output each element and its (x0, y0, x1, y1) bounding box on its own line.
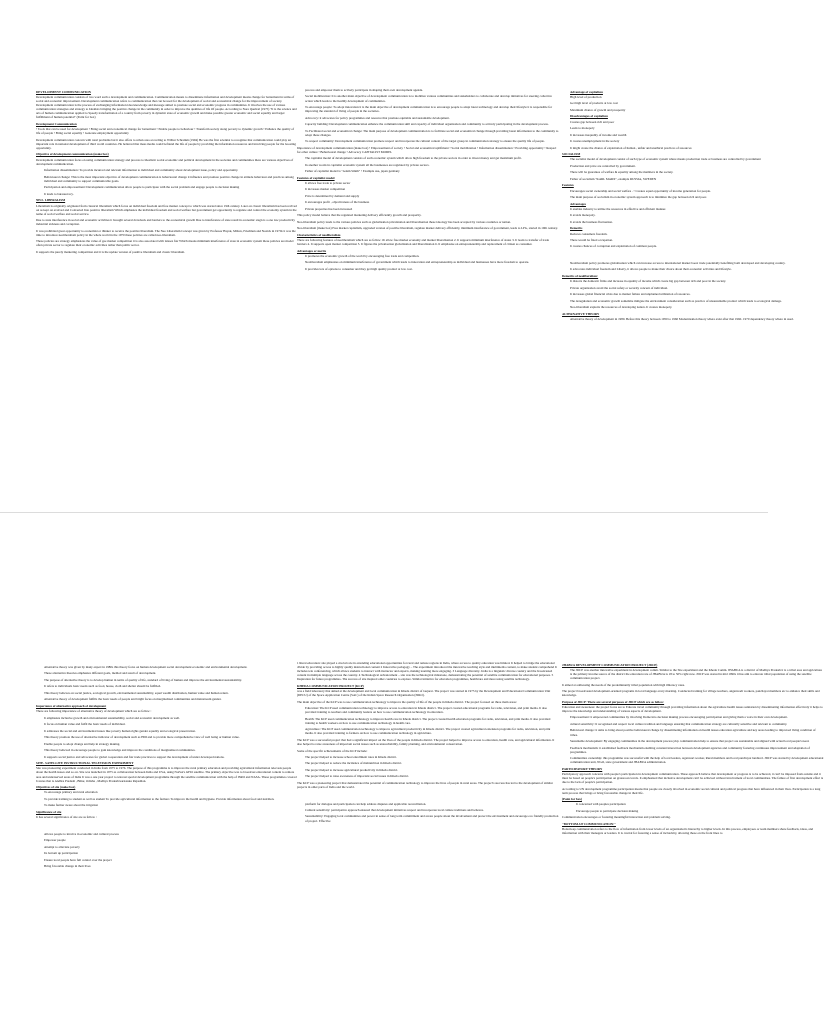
document-page-2 (0, 512, 824, 1025)
paragraph: To Facilitated social and economical change: The main purpose of development communication is to facilitate social and economical change through providing latest information to the community to adopt these changes. (305, 128, 559, 137)
paragraph: Communities ownership: this programme was successful with the help of local leaders, Aganwari worker, Rural members and local panchayat landlord. JDCP was started by development educational communication unit, NGO, state government and JHABUA administration. (570, 756, 824, 765)
paragraph: It encourages profit , objectiveness of the business (305, 200, 370, 205)
paragraph: According to UN development programme participation means that people are closely involved in economic social cultural and political progress that have influenced in their lives. Participation is a long term process that brings or bring favourable change in their life. (562, 786, 821, 795)
paragraph: Neo-liberalism policy leads to the various policies such as globalisation privatization and liberalisation these ideology has been accepted by various countries or nation. (297, 219, 511, 224)
paragraph: Neoliberalism emphasizes on minimum interference of government which leads to innovation and entrepreneurship as individual and businesses have more freedom to operate. (305, 260, 530, 265)
section-heading: KHEDA COMMUNICATION PROJECT (KCP) (297, 683, 364, 688)
paragraph: Empowerment: it empowered communities by involving Dome into decision making process encouraging participation and giving them a voice in their own development. (570, 715, 788, 720)
paragraph: The project helped to increase agricultural productivity in Kheda district. (305, 767, 399, 772)
paragraph: It promotes the economic growth of the world by encouraging free trade and competition. (305, 254, 420, 258)
document-page-1 (0, 0, 794, 512)
paragraph: It refers to individuals basic needs such as food, house, cloth and shelter should be fulfilled. (44, 684, 162, 689)
paragraph: It aimed at addressing the needs of the predominantly tribal population with high illiteracy rates. (562, 682, 685, 687)
paragraph: To provide training to student as well as student To provide agricultural information to the farmers To improve the health and hygiene. Provide information about food and nutrition. (44, 796, 275, 801)
paragraph: This theory believed in encourage people to gain knowledge and improve the conditions of marginalized communities. (44, 748, 196, 753)
paragraph: The JDCP was another innovative experiment in development comm. Similar to the Site experiment and the Kheda Comm. JHABUA is a district of Madhya Pradesh it is a tribal area and agriculture is the primary income source of the district the education rate of JHABUA is 18 to 50% right now. JDCP was started in mid 1990s it has aim to educate tribal population of using the satellite communication project. (570, 667, 823, 681)
paragraph: It avoids monopoly. (570, 213, 596, 218)
paragraph: Father of capitalist model is "Adam Smith" • Example usa, japan germany (305, 169, 400, 174)
paragraph: The KCP was a successful project that had a significant impact on the lives of the people in Kheda district. The project helped to improve access to education, health care, and agricultural information. It also helped to raise awareness of important social issues such as untouchability, family planning, and environmental conservation. (297, 737, 555, 747)
paragraph: process and empower them to actively participate in shaping their own development agenda. (305, 88, 423, 92)
page-1-column-2 (297, 88, 559, 512)
paragraph: It increases inequality of income and wealth (570, 132, 627, 137)
paragraph: Due to state interference in social and economic activities it brought several drawback and barriers to the economical growth Due to interference of state result in economic stagn is a one low productivity industrial sickness and corruption. (36, 218, 295, 227)
paragraph: Private properties has been increased (305, 206, 353, 211)
section-heading: ALTERNATIVE THEORY (562, 311, 600, 316)
paragraph: It avoids the business fluctuation. (570, 219, 613, 224)
section-heading: JHABUA DEVELOPMENT COMMUNICATION PROJECT (JDCP) (562, 662, 658, 667)
paragraph: It supports social justice and advocates for global cooperation and fair trade practices to support the development of under developed nations. (44, 754, 225, 759)
paragraph: Attempt to alleviate poverty (44, 844, 80, 849)
paragraph: Get high level of products at low cost (570, 101, 618, 106)
section-heading: Features of capitalist model (297, 175, 335, 180)
paragraph: Bottom-up communication refers to the flow of information from lower levels of an organization's hierarchy to higher levels. In this process, employees or team members share feedback, ideas, and information with their managers or leaders. It is crucial for fostering a sense of inclusivity, allowing those on the front lines to (562, 827, 814, 836)
paragraph: To make farmer aware about the irrigation (44, 803, 98, 808)
paragraph: Site was pioneering experiment conducted in India from 1975 to 1976. The purpose of this programme is to improve the rural primary education and providing agricultural information telecasts people about the health issues and so on. Site was launched in 1975 as collaboration between India and USA, using NASA's ATS6 satellite. The primary objective was to broadcast educational content to remote area and underserved areas of India It was a one year project to telecast special development programme through the satellite communication with the help of ISRO and NASA. These programmes covered 6 states that is Andhra Pradesh , Bihar, Odisha , Madhya Pradesh karnataka Rajasthan. (36, 766, 297, 783)
paragraph: There would be fixed occupation. (570, 238, 613, 242)
section-heading: Significance of site (36, 809, 62, 814)
paragraph: Participation and empowerment: Development communication allow people to participate with the social problem and engage people to decision making (44, 185, 240, 190)
paragraph: To respect community: Development communication promote respect and incorporate the cultural context of the target group in communication strategy to ensure the quality life of people. (305, 139, 545, 144)
paragraph: Education: The KCP used communication technology to improve access to education in Kheda district. The project created educational programs for radio, television, and print media. It also provided training to teachers and community leaders on how to use communication technology in education. (305, 706, 548, 715)
paragraph: The KCP was a pioneering project that demonstrated the potential of communication technology to improve the lives of people in rural areas. The project's success has led to the development of similar projects in other parts of India and the world. (297, 780, 553, 790)
paragraph: This theory believes on social justice, ecological growth, environmental sustainability, equal wealth distribution, human value and human return. (44, 690, 229, 695)
paragraph: Its bottom up participation (44, 851, 78, 856)
paragraph: Agriculture: The KCP used communication technology to improve agricultural productivity in Kheda district. The project created agricultural extension programs for radio, television, and print media. It also provided training to farmers on how to use communication technology in agriculture. (305, 727, 551, 736)
paragraph: It advocates individual freedom and Liberty, it allows people to make their choice about their economic activities and lifestyle. (570, 267, 732, 272)
section-heading: NEO- LIBERALISM (36, 198, 66, 203)
paragraph: Leads to monopoly (570, 126, 595, 131)
paragraph: Education and awareness: the project focus are to Educate travel community through providing information about the agriculture health issues sanitation by disseminating information effectively it helps to improve the knowledge and understanding of various aspects of development. (562, 704, 823, 713)
paragraph: Alternative theory of development in 1980. Before this theory between 1950 to 1960 Modernisation theory where exist after that 1960- 1970 dependency theory where in used. (570, 316, 794, 321)
section-heading: "BOTTOM-UP COMMUNICATION:" (562, 821, 616, 826)
section-heading: (Point for box) (562, 797, 582, 802)
paragraph: Behavioral change: it aims to bring about positive behavioural change by disseminating information on health issues education agriculture and key areas leading to improved living condition of tribes. (570, 728, 816, 737)
paragraph: The deregulation and economic growth sometime mitigate the environment consideration such as practice of unsustainable product which leads to ecological damage. (570, 298, 782, 303)
paragraph: Cultural sensitivity: participative approach ensured that development initiatives respect and incorporate local culture traditions and believes. (305, 808, 484, 812)
paragraph: Price is determined by demand and supply (305, 193, 360, 198)
paragraph: Information dissemination: To provide incurred and relevant information to individual and community about development issue, policy and opportunity. (44, 168, 239, 173)
section-heading: Advantages (570, 201, 586, 206)
paragraph: It increases market competition (305, 187, 346, 192)
paragraph: Capacity building: Development communication enhance the communication skill and capacity of individual organisation and community to actively participating in the development process. (305, 122, 549, 127)
paragraph: It provides lots of options to consumer and they get high quality product at low cost. (305, 266, 413, 271)
paragraph: Liberalism is originally originated from classical liberalism which focus on individual freedom and free market concept to which was started since 19th century. Later on classic liberalism has been revived on as kept on evolved and Converted Into positive liberalism Which emphasize the individual freedom and social welfare but government get opportunity to regulate and control the economy system in the name of social welfare and social service. (36, 203, 297, 216)
section-heading: Advantages or merits (297, 248, 327, 253)
paragraph: It distorts the domestic firms and increase in equality of income which create big gap between rich and poor in the society. (570, 279, 727, 284)
paragraph: The project helped to increase school enrollment rates in Kheda district. (305, 755, 397, 759)
paragraph: The purpose of alternative theory is to develop human in terms of quality of life, standard of living of human and improve the environmental sustainability. (44, 677, 242, 682)
page-2-column-2 (297, 661, 559, 1025)
paragraph: To encourage primary and rural education (44, 790, 98, 795)
paragraph: Private organisation avoid the social safety or security concern of individual. (570, 285, 668, 290)
section-heading: Objectives of site (make box) (36, 785, 76, 790)
paragraph: It has several significance of site are as follow : (36, 815, 97, 820)
paragraph: There are following importance of alternative theory of development which are as follow : (36, 709, 152, 714)
paragraph: Advocacy: it advocates for policy programmes and resource that promote equitable and sustainable development. (305, 115, 450, 120)
paragraph: The main purpose of socialism in economic system approach is to minimize the gap between rich and poor. (570, 195, 707, 200)
section-gap (297, 792, 559, 802)
paragraph: Health: The KCP used communication technology to improve health care in Kheda district. The project created health education programs for radio, television, and print media. It also provided training to health workers on how to use communication technology in health care. (305, 716, 551, 725)
paragraph: Communication encourages or fostering meaningful interaction and problem solving. (562, 815, 671, 820)
paragraph: It creates chances of corruption and exploitation of common people. (570, 244, 657, 249)
paragraph: It leads to bureaucracy. (44, 191, 74, 196)
paragraph: Alternative theory was given by many expert in 1980s this theory focus on human development social development economic and environmental development. (44, 665, 248, 669)
section-heading: Development Communication (36, 121, 77, 126)
paragraph: It might create the chance of exploitation of human , unfair and unethical practices of resources (570, 145, 692, 150)
paragraph: Father of socialism "KARL MARX", example RUSSIA, SWEDEN (570, 176, 657, 181)
paragraph: Participatory approach concerns with people's participation in development communication. These approach believe that development or progress is to be achieved, it can't be imposed from outside and it must be based on people's participation on grassroots levels. It emphasized that inclusive development can't be achieved without involvement of local communities. The failure of first development effort is due to the lack of people's participation. (562, 771, 824, 785)
paragraph: It addresses the social and environmental issues like poverty human rights gender equality and ecological preservation. (44, 728, 196, 733)
paragraph: It supports the purely marketing competition and it is the update version of positive liberalism and classic liberalism. (36, 249, 185, 254)
section-heading: Demerits (570, 226, 583, 231)
paragraph: It creates unemployment in the society (570, 139, 620, 144)
section-heading: SOCIALISM (562, 152, 581, 157)
paragraph: It was prohibited great opportunity to economist or thinker to receive the positive liberalism. The Neo Liberalism Concept was given by Professor Hayek, Milton, Friedman and Nozick in 1970s it was the time to introduce neoliberalism policy in the whole world in the 1970 these policies are called neo-liberalism. (36, 228, 296, 237)
paragraph: Some of the specific achievements of the KCP include: (297, 748, 368, 753)
section-heading: SITE- SATELLITE INSTRUCTIONAL TELEVISION EXPERIMENT (36, 761, 134, 766)
paragraph: Empower people (44, 838, 66, 843)
paragraph: It emphasize inclusive growth and environmental sustainability, social and economic development as well. (44, 715, 180, 720)
paragraph: The project helped to reduce the incidence of malnutrition in Kheda district. (305, 761, 403, 766)
paragraph: Bring favorable change in their lives (44, 864, 91, 869)
paragraph: Development communication consists of two word such a development and communication. Communication means to disseminate information and development means change for betterment in terms of social and economic improvement. Development communication refers to communication that can be used for the development of social and economical change for the improvement of society. Development communication is the process of exchanging information idea knowledge and message aimed to promote social and economic progress in communities. It involves the use of various communication strategies and strategy to Idealists bringing the positive change in the community in order to improve the qualities of life Of people. According to Nora Quebral (1975) "It is the science and arts of human communication applied to Speedy transformation of a country from poverty in dynamic state of economic growth and make possible greater economic and social equality and larger fulfillment of human potential" (Point for box) (36, 94, 297, 120)
section-heading: PARTICIPATORY THEORY (562, 766, 603, 771)
paragraph: Behavioural change: This is the most important objective of development communication is behavioural change it influence and promote positive change in attitude behaviour and practices among individual and community to support communicable goals. (44, 174, 294, 183)
paragraph: Ensure local people have full control over the project (44, 857, 112, 862)
section-heading: Advantage of capitalism (570, 89, 603, 94)
paragraph: High level of production (570, 94, 602, 99)
paragraph: There will be guarantee of welfare & equality among the members in the society. (570, 170, 674, 175)
paragraph: Feedback mechanism: it established feedback mechanism enabling constant interaction between development agencies and community fostering continuous improvement and adaptation of programmes. (570, 745, 810, 754)
section-gap (36, 822, 298, 832)
paragraph: cultural sensitivity: It recognised and respect local culture tradition and language ensuring that communication strategy are culturally sensitive and relevant to community. (570, 721, 788, 726)
paragraph: Neo-liberalism exploits the resources of developing nation. It creates monopoly. (570, 305, 673, 310)
paragraph: Neoliberalism policy promotes globalisation which can increase access to international market boost trade potentially benefiting both developed and developing country. (570, 260, 786, 265)
paragraph: Social mobilization: It is another main objective of development communication is to mobilize various communities and stakeholders to collaborate and develop initiatives for steering collective action which leads to the healthy development of communities. (305, 94, 552, 103)
section-heading: Disadvantages of capitalism (570, 114, 608, 119)
paragraph: Development communication concern with rural problems but it also offers to urban area according to Wilbur Schramm (1994) He was the first scientist to recognize that communication could play an important role in national development of third world countries. He believed that mass media could befriend the life of people by providing the information resources and involving people for the boosting opportunity. (36, 137, 296, 150)
paragraph: The main objective of the KCP was to use communication technology to improve the quality of life of the people in Kheda district. The project focused on three main areas: (297, 699, 517, 704)
paragraph: The socialist model of development consist of such type of economic system where means production trade or business are controlled by government (570, 157, 761, 162)
paragraph: • Tools that can be used for development • Bring social and economical change for betterment • Enable people to behaviour • Transform society along poverty to dynamic growth • Enhance the quality of life of people • Bring social equality • Generate employment opportunity (36, 127, 295, 136)
section-heading: Characteristics of neoliberalism (297, 232, 341, 237)
paragraph: was a field laboratory that aimed at the development and local communication in Kheda district of Gujarat. The project was started in 1975 by the Development and Educational Communication Unit (DECU) of the Space Application Centre (SAC) of the Indian Space Research Organisation (ISRO). (297, 689, 551, 698)
paragraph: This theory promote the use of alternative indicator of development such as HDI and to provide more comprehensive view of well being or human value. (44, 735, 240, 740)
paragraph: To encourage people: To adopt innovation it is the main objective of development communication is to encourage people to adapt latest technology and develop their lifestyle it is responsible for improving the standard of living of people in the societies. (305, 105, 553, 114)
page-2-column-3 (562, 661, 824, 1025)
paragraph: Encourages social ownership and social welfare . • Creates equal opportunity of income generation for people. (570, 188, 711, 193)
paragraph: platform for dialogue and participation can help address disputes and applicable reconciliation. (305, 801, 427, 806)
paragraph: It focus on human value and fulfil the basic needs of individual. (44, 722, 126, 727)
section-heading: Objective of development communication (make box) (36, 152, 109, 157)
paragraph: Alternative theory of development fulfills the basic needs of people and bright focus on marginalized communities and mainstream gender. (44, 697, 222, 702)
paragraph: This policy model believe that the regulated marketing delivery efficiently growth and prosperity. (297, 213, 422, 218)
paragraph: There are following features of neoliberalism which are as follow 1It allow free market economy and market liberalisation 2. It supports minimum interference of states 3. It leads to transfer of trade barriers 4. It supports open market competition 5. It figures the privatisation globalization and liberalization 6. It emphasise on entrepreneurship and replacement of citizen as consumer. (297, 238, 549, 247)
paragraph: It enables industry to utilize the resources in effective and efficient manner. (570, 206, 667, 211)
page-1-column-1 (36, 88, 298, 512)
paragraph: It increases global financial crisis due to market failure and unplanned utilization of resources. (570, 292, 691, 297)
paragraph: These alternative theories emphasize different goals, method and result of development. (44, 671, 157, 676)
paragraph: It allows free trade to private sector (305, 180, 351, 185)
paragraph: Production and price are controlled by government. (570, 163, 636, 168)
section-heading: Features (562, 183, 574, 188)
paragraph: Creates gap between rich and poor (570, 119, 615, 124)
paragraph: 1 Rural education: site played a crucial role in extending educational opportunities for rural and remote regions in India, where access to quality education was limited. It helped to bridge the educational divide by providing access to highly quality instructional content 2 Innovative pedagogy – The experiment introduced the innovative teaching style and multimedia content, to make student comprehend It includes tele conferencing, which allows students to interact with instructor and experts, making learning more engaging. 3 Language diversity- India is a linguistic diverse country and the broadcasted content in multiple language across the country. 4 Technological Advancement – site was the technological milestone, demonstrating the potential of satellite communication for educational purposes. 5 Inspiration for future programmes- The success of site inspired other countries to explore. Similar initiative for education programmes, healthcare and more using satellite technology. (297, 661, 557, 682)
section-gap (562, 251, 824, 261)
paragraph: Reduces consumers freedom. (570, 231, 608, 236)
paragraph: In another words in capitalist economic system all the businesses are regulated by private sectors. (305, 162, 430, 167)
paragraph: Encourage people to participate decision making (576, 808, 639, 813)
paragraph: Sustainability: Engaging local communities and power in sense of long term commitment and aware people about the involvement and protect the environment and encourage eco friendly production of project. Effective (305, 814, 559, 823)
section-heading: Importance of alternative approach of development (36, 703, 107, 708)
paragraph: Development communication focus on using communication strategy and process to Idealistic social economic and political development in the societies and communities there are various objectives of development communication. (36, 157, 294, 166)
paragraph: The project helped to raise awareness of important social issues in Kheda district. (305, 774, 410, 779)
paragraph: Sustainable development: By engaging communities in the development process jdcp communication help to ensure that project are sustainable and aligned with actual local people's need. (570, 739, 810, 744)
section-heading: Purpose of JDCP: There are several purposes of JDCP which are as follow: (562, 699, 665, 704)
paragraph: Enable people to adopt change and help in strategy making. (44, 741, 121, 746)
page-2-column-1 (36, 665, 298, 1029)
paragraph: It concerned with peoples participation (576, 802, 626, 807)
paragraph: The capitalist model of development consists of such economic system which allow high freedom to the private sectors in order to invest money and get maximum profit. (305, 156, 522, 161)
page-1-column-3 (562, 88, 824, 512)
paragraph: Importance of development communication (make box) • Empowerment of society • Social and economical upliftment • Social mobilization • Information dissemination • Providing opportunity • Respect for other culture • Behavioural change • Advocacy CAPITALIST MODEL (297, 145, 557, 154)
paragraph: Neo-liberalism (make box) Free market capitalism, upgraded version of positive liberalism, regulate market delivery efficiently, minimum interference of government, leads to LPG, started in 19th century. (297, 226, 558, 231)
paragraph: These policies are strategy emphasizes the value of gee market competition it is also associated with laissez fair Which means minimum interference of state in economic system these policies are model often private sector to regulate their economic activities rather than public sector. (36, 239, 294, 248)
section-heading: Demerits of neoliberalism: (562, 273, 599, 278)
paragraph: Allows people to involve in economic and cultural process (44, 831, 119, 836)
paragraph: Maximum chance of growth and prosperity (570, 107, 626, 112)
paragraph: The project broadcasted development-oriented programs in local language every morning. Conducted training for village teachers, anganwadi workers, panchayat members etc to enhance their skills and knowledge. (562, 689, 820, 698)
section-heading: DEVELOPMENT COMMUNICATION (36, 89, 91, 94)
